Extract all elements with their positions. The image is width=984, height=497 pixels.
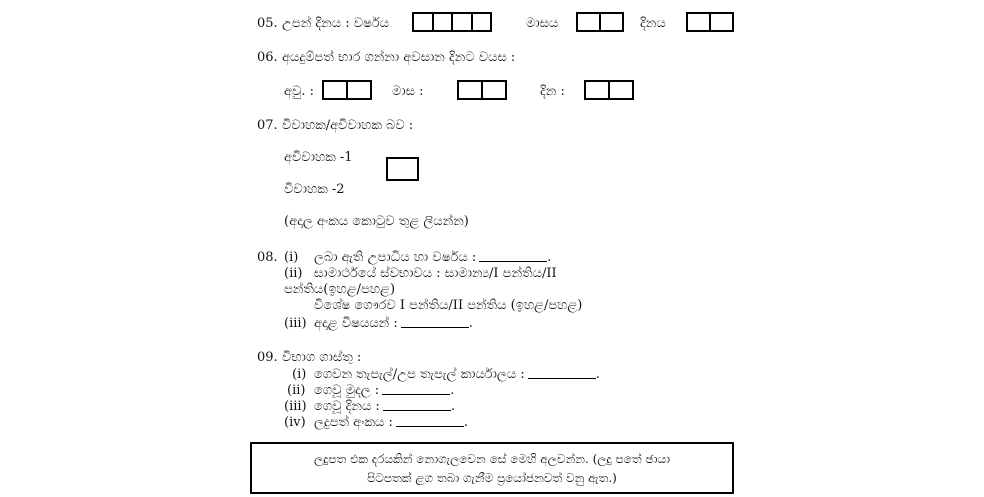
- q07-number: 07.: [257, 118, 278, 133]
- q09-iii-marker: (iii): [284, 399, 307, 414]
- birth-month-boxes[interactable]: [576, 12, 624, 32]
- q08-number: 08.: [257, 250, 278, 265]
- marital-status-box[interactable]: [386, 157, 419, 181]
- receipt-paste-box: [250, 442, 734, 494]
- q09-ii-marker: (ii): [287, 383, 306, 398]
- amount-paid-field[interactable]: ගෙවූ මුදල : .: [314, 383, 455, 398]
- married-option: විවාහක -2: [284, 182, 345, 197]
- unmarried-option: අවිවාහක -1: [284, 150, 353, 165]
- pass-type-continued: පන්තිය(ඉහළ/පහළ): [284, 282, 396, 297]
- q09-label: විභාග ගාස්තු :: [282, 350, 362, 365]
- pass-type-text: සාමාර්ථයේ ස්වභාවය : සාමාන්‍ය/I පන්තිය/II: [314, 266, 557, 281]
- q05-number: 05.: [257, 16, 278, 31]
- note-line-2: පිටපතක් ළග තබා ගැනීම ප්‍රයෝජනවත් වනු ඇත.): [367, 471, 617, 485]
- q07-label: විවාහක/අවිවාහක බව :: [282, 118, 414, 133]
- q08-ii-marker: (ii): [284, 266, 303, 281]
- degree-field[interactable]: ලබා ඇති උපාධිය හා වර්ෂය : .: [314, 250, 552, 265]
- age-days-boxes[interactable]: [584, 80, 634, 100]
- q08-i-marker: (i): [284, 250, 299, 265]
- q05-label: උපන් දිනය : වර්ෂය: [282, 16, 390, 31]
- q05-day-label: දිනය: [640, 16, 666, 31]
- q09-iv-marker: (iv): [284, 415, 306, 430]
- q09-number: 09.: [257, 350, 278, 365]
- q06-years-label: අවු. :: [284, 84, 314, 99]
- age-months-boxes[interactable]: [457, 80, 507, 100]
- date-paid-field[interactable]: ගෙවූ දිනය : .: [314, 399, 455, 414]
- age-years-boxes[interactable]: [322, 80, 372, 100]
- q09-i-marker: (i): [292, 367, 307, 382]
- q06-number: 06.: [257, 50, 278, 65]
- receipt-number-field[interactable]: ලදුපත් අංකය : .: [314, 415, 469, 430]
- post-office-field[interactable]: ගෙවන තැපැල්/උප තැපැල් කාර්යාලය : .: [314, 367, 600, 382]
- birth-day-boxes[interactable]: [686, 12, 734, 32]
- q06-months-label: මාස :: [392, 84, 424, 99]
- special-honours-text: විශේෂ ගෞරව I පන්තිය/II පන්තිය (ඉහළ/පහළ): [314, 298, 583, 313]
- note-line-1: ලදුපත එක දරයකින් නොගැලවෙන සේ මෙහි අලවන්න. (ලදු පතේ ඡායා: [313, 452, 671, 466]
- q06-label: අයදුම්පත් භාර ගන්නා අවසාන දිනට වයස :: [282, 50, 516, 65]
- q05-month-label: මාසය: [526, 16, 559, 31]
- q06-days-label: දින :: [540, 84, 565, 99]
- q08-iii-marker: (iii): [284, 316, 307, 331]
- subjects-field[interactable]: අදාළ විෂයයන් : .: [314, 316, 473, 331]
- birth-year-boxes[interactable]: [412, 12, 492, 32]
- q07-instruction: (අදාල අංකය කොටුව තුළ ලියන්න): [284, 214, 469, 229]
